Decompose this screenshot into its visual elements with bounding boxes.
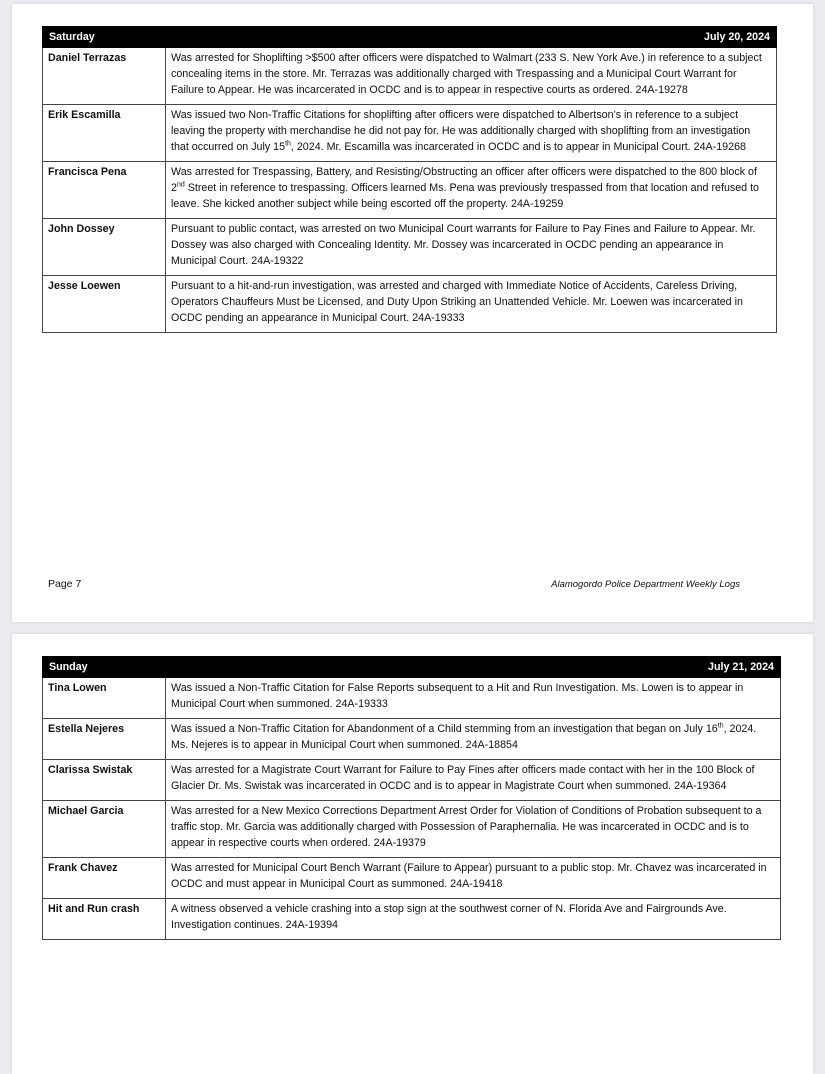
entry-text-part: Was issued a Non-Traffic Citation for Abandonment of a Child stemming from an investigation that began on July 16: [171, 723, 718, 735]
table-row: [43, 276, 777, 333]
table-row: [43, 801, 781, 858]
entry-description: Pursuant to a hit-and-run investigation, was arrested and charged with Immediate Notice of Accidents, Careless Driving, Operators Chauffeurs Must be Licensed, and Duty Upon Striking an Unattended Vehicle. Mr. Loewen was incarcerated in OCDC pending an appearance in Municipal Court. 24A-19333: [166, 276, 777, 333]
date-heading: July 21, 2024: [166, 657, 781, 678]
entry-description: Was arrested for a Magistrate Court Warrant for Failure to Pay Fines after officers made contact with her in the 100 Block of Glacier Dr. Ms. Swistak was incarcerated in OCDC and is to appear in Magistrate Court when summoned. 24A-19364: [166, 760, 781, 801]
person-name: Francisca Pena: [43, 162, 166, 219]
person-name: John Dossey: [43, 219, 166, 276]
entry-text-part: Street in reference to trespassing. Officers learned Ms. Pena was previously trespassed from that location and refused to leave. She kicked another subject while being escorted off the property. 24A-19259: [171, 182, 759, 210]
table-row: [43, 760, 781, 801]
person-name: Tina Lowen: [43, 678, 166, 719]
table-row: [43, 162, 777, 219]
person-name: Michael Garcia: [43, 801, 166, 858]
day-heading: Sunday: [43, 657, 166, 678]
sunday-log-table: [42, 656, 781, 940]
person-name: Frank Chavez: [43, 858, 166, 899]
ordinal-suffix: th: [717, 722, 724, 730]
document-page-8: [12, 634, 813, 1074]
entry-text-part: , 2024. Mr. Escamilla was incarcerated in OCDC and is to appear in Municipal Court. 24A-19268: [290, 141, 746, 153]
entry-description: Was arrested for Shoplifting >$500 after officers were dispatched to Walmart (233 S. New York Ave.) in reference to a subject concealing items in the store. Mr. Terrazas was additionally charged with Trespassing and a Municipal Court Warrant for Failure to Appear. He was incarcerated in OCDC and is to appear in respective courts as ordered. 24A-19278: [166, 48, 777, 105]
entry-description: Was arrested for Municipal Court Bench Warrant (Failure to Appear) pursuant to a public stop. Mr. Chavez was incarcerated in OCDC and must appear in Municipal Court as summoned. 24A-19418: [166, 858, 781, 899]
entry-description: [166, 162, 777, 219]
person-name: Daniel Terrazas: [43, 48, 166, 105]
entry-description: A witness observed a vehicle crashing into a stop sign at the southwest corner of N. Florida Ave and Fairgrounds Ave. Investigation continues. 24A-19394: [166, 899, 781, 940]
person-name: Erik Escamilla: [43, 105, 166, 162]
incident-name: Hit and Run crash: [43, 899, 166, 940]
table-header-row: [43, 657, 781, 678]
entry-text-part: Was issued two Non-Traffic Citations for shoplifting after officers were dispatched to Albertson’s in reference to a subject leaving the property with merchandise he did not pay for. He was additionally charged with shoplifting from an investigation that occurred on July 15: [171, 109, 751, 153]
day-heading: Saturday: [43, 27, 166, 48]
person-name: Clarissa Swistak: [43, 760, 166, 801]
entry-description: Was arrested for a New Mexico Corrections Department Arrest Order for Violation of Conditions of Probation subsequent to a traffic stop. Mr. Garcia was additionally charged with Possession of Paraphernalia. He was incarcerated in OCDC and is to appear in respective courts when ordered. 24A-19379: [166, 801, 781, 858]
entry-description: [166, 719, 781, 760]
document-footer-title: Alamogordo Police Department Weekly Logs: [551, 579, 740, 590]
entry-text-part: Was arrested for Trespassing, Battery, and Resisting/Obstructing an officer after officers were dispatched to the 800 block of 2: [171, 166, 757, 194]
entry-description: Pursuant to public contact, was arrested on two Municipal Court warrants for Failure to Pay Fines and Failure to Appear. Mr. Dossey was also charged with Concealing Identity. Mr. Dossey was incarcerated in OCDC pending an appearance in Municipal Court. 24A-19322: [166, 219, 777, 276]
entry-description: Was issued a Non-Traffic Citation for False Reports subsequent to a Hit and Run Investigation. Ms. Lowen is to appear in Municipal Court when summoned. 24A-19333: [166, 678, 781, 719]
person-name: Jesse Loewen: [43, 276, 166, 333]
ordinal-suffix: th: [285, 140, 291, 148]
table-row: [43, 899, 781, 940]
table-row: [43, 105, 777, 162]
saturday-log-table: [42, 26, 777, 333]
entry-text-part: , 2024. Ms. Nejeres is to appear in Municipal Court when summoned. 24A-18854: [171, 723, 757, 751]
date-heading: July 20, 2024: [166, 27, 777, 48]
table-header-row: [43, 27, 777, 48]
person-name: Estella Nejeres: [43, 719, 166, 760]
document-page-7: [12, 4, 813, 622]
entry-description: [166, 105, 777, 162]
page-number: Page 7: [48, 578, 82, 590]
table-row: [43, 678, 781, 719]
table-row: [43, 48, 777, 105]
table-row: [43, 719, 781, 760]
table-row: [43, 858, 781, 899]
table-row: [43, 219, 777, 276]
ordinal-suffix: nd: [176, 181, 185, 189]
